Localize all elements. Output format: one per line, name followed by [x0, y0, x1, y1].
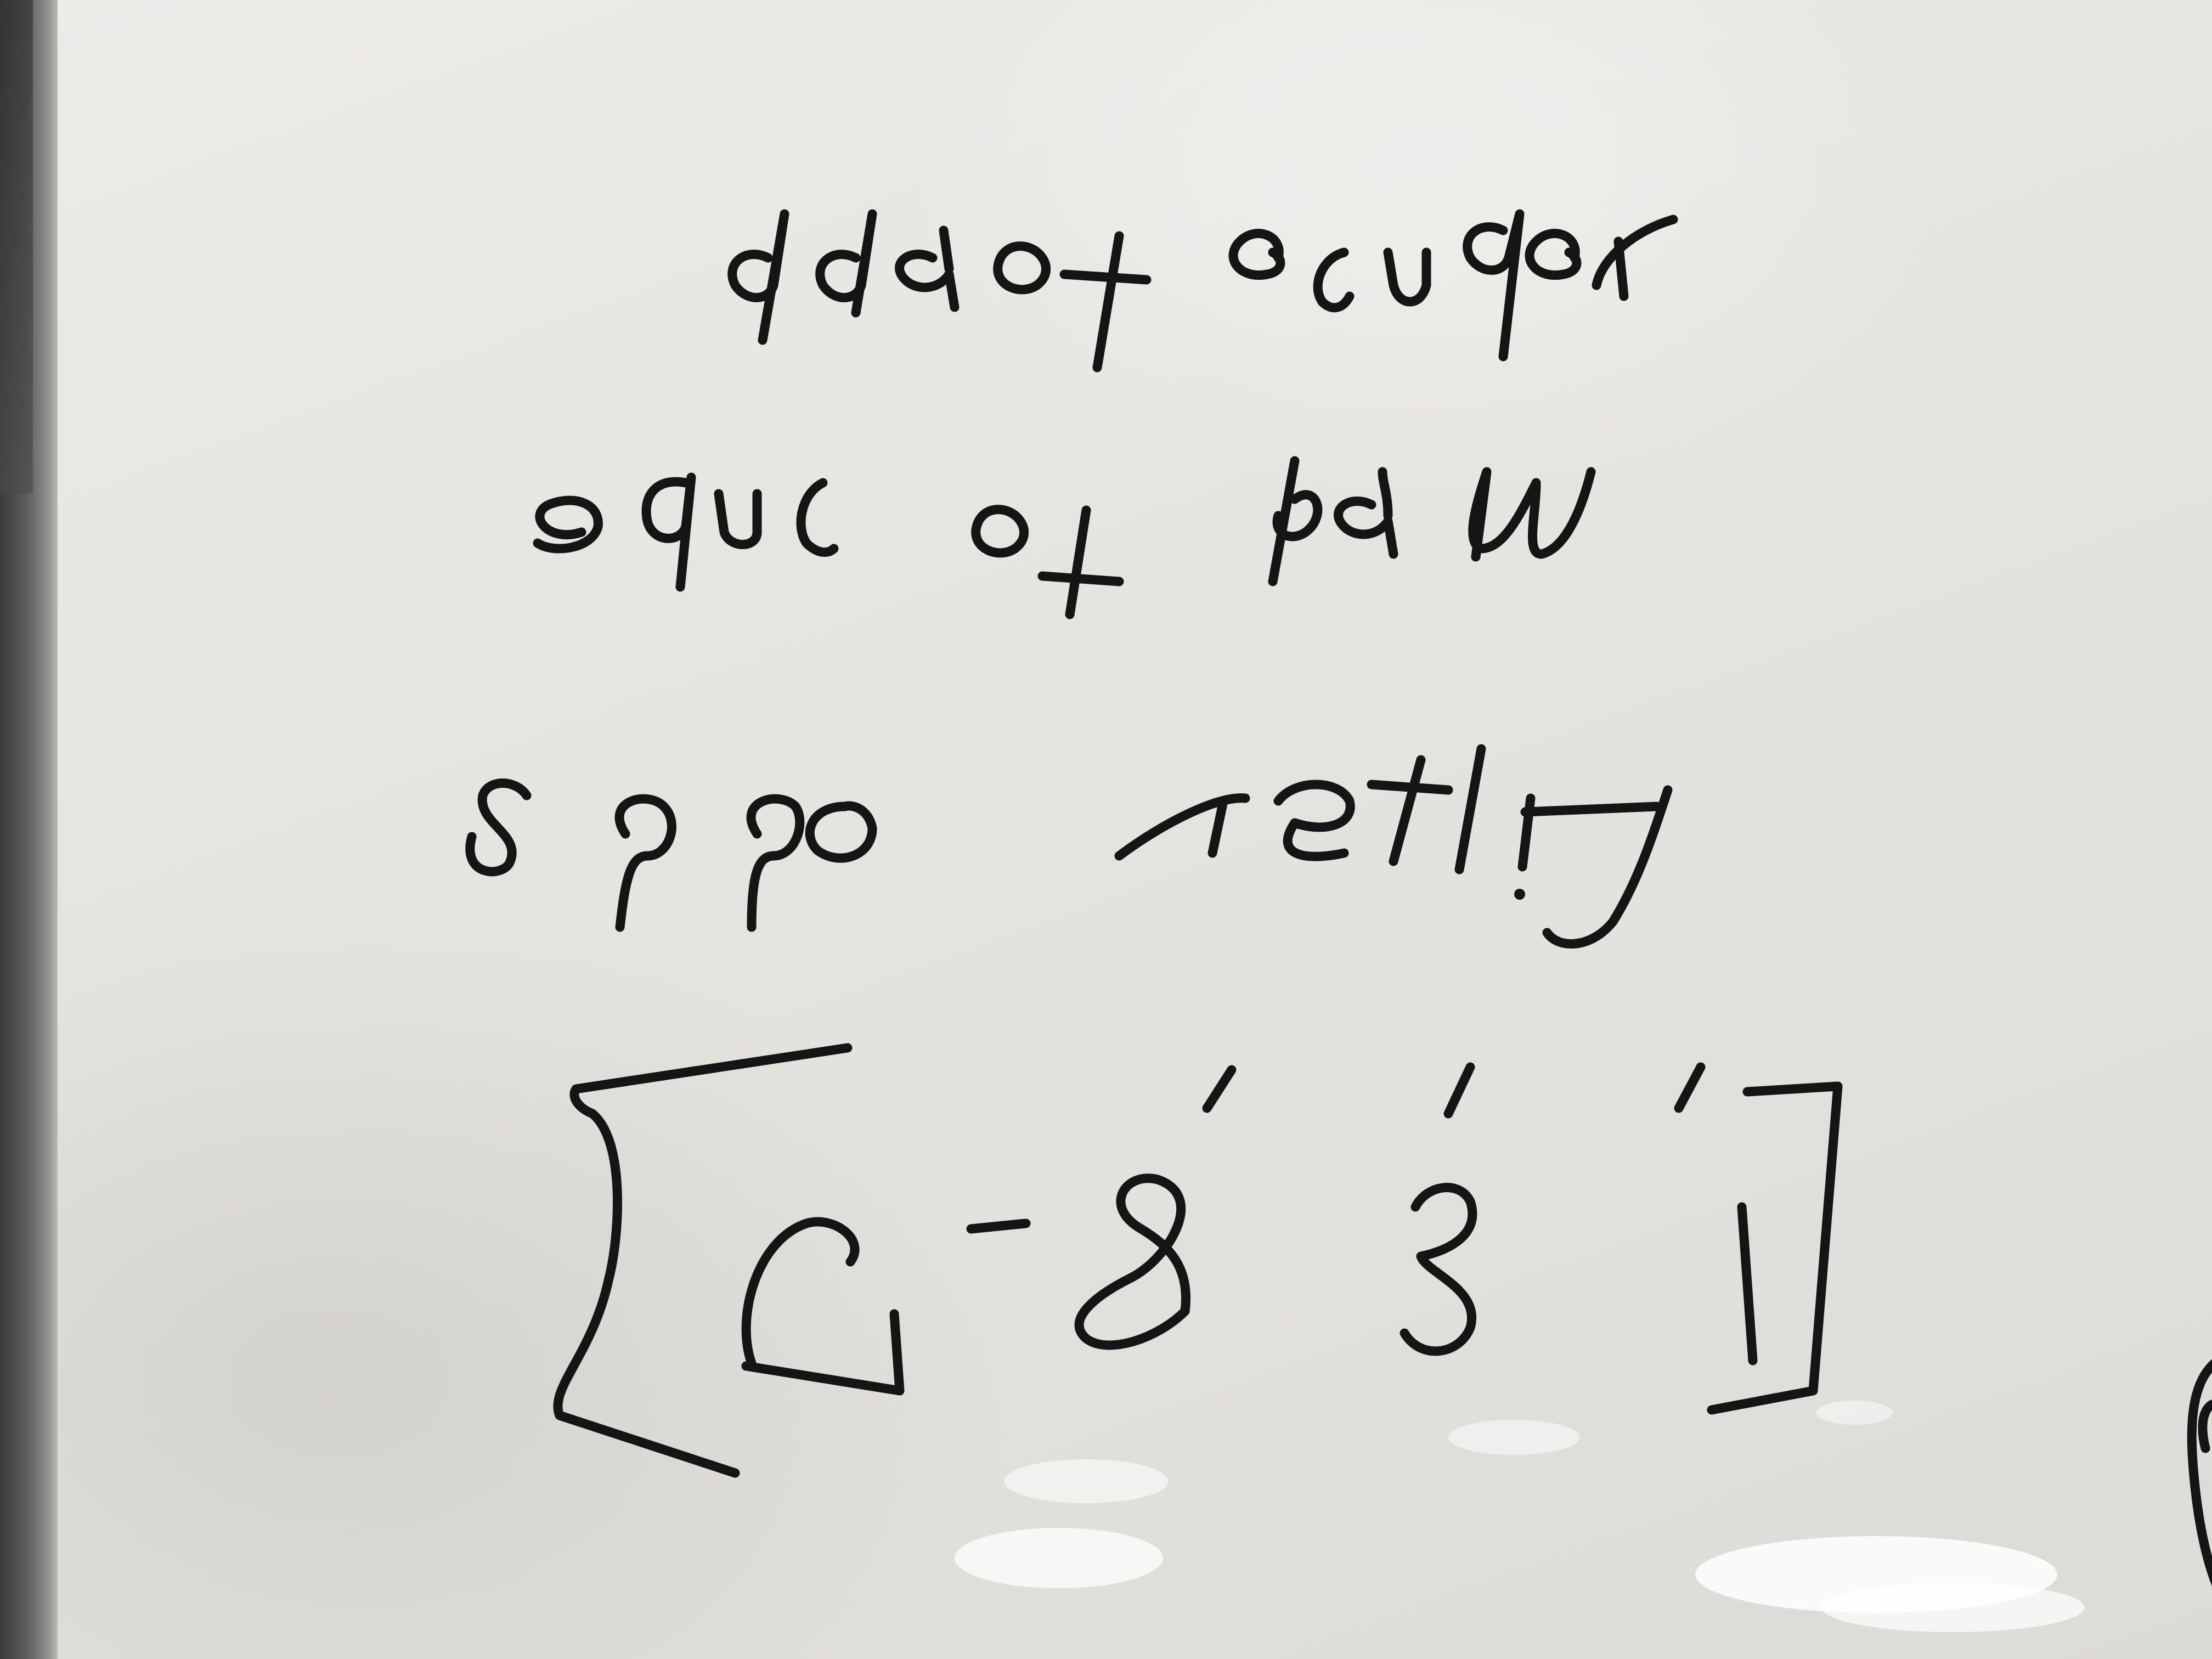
handwritten-map-to-cube: [538, 461, 1591, 614]
light-reflections: [955, 1401, 2085, 1632]
partial-bracket-edge: [2192, 1355, 2212, 1607]
handwritten-reduce-to-add: [732, 214, 1673, 368]
handwritten-array: [558, 1048, 1838, 1473]
handwritten-filter-odds: [470, 749, 1668, 944]
partial-mark-edge: [2203, 1404, 2212, 1448]
